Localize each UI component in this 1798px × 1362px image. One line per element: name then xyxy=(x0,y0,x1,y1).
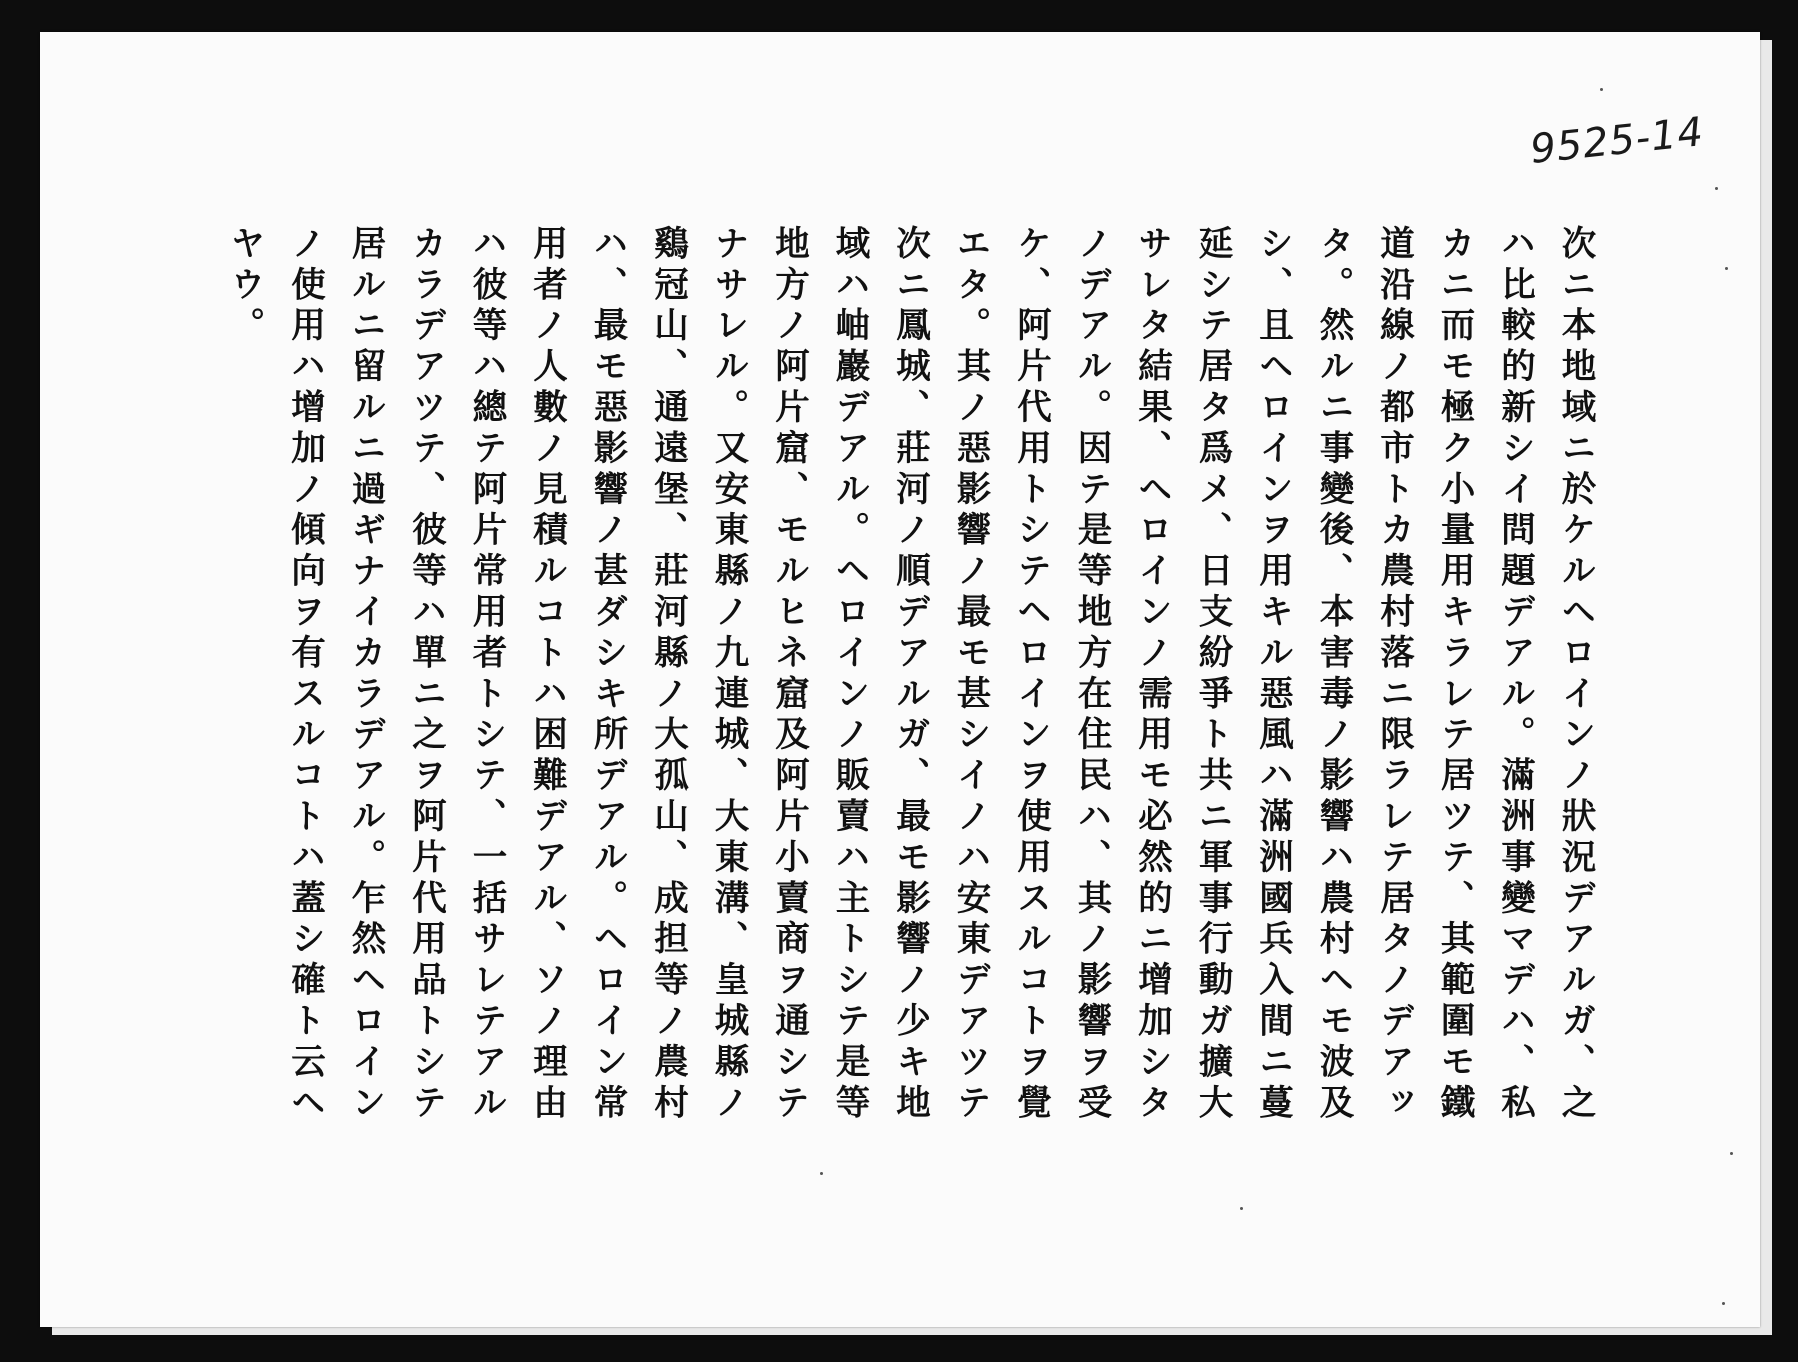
text-line: ノ使用ハ增加ノ傾向ヲ有スルコトハ蓋シ確ト云ヘ xyxy=(284,225,325,1125)
text-line: ハ、最モ惡影響ノ甚ダシキ所デアル。ヘロイン常 xyxy=(587,225,627,1125)
vertical-text-body xyxy=(224,225,1605,1155)
paper-speck xyxy=(1240,1207,1243,1210)
text-line: サレタ結果、ヘロインノ需用モ必然的ニ增加シタ xyxy=(1131,225,1172,1125)
handwritten-ref-number: 9525-14 xyxy=(1528,109,1707,173)
paper-speck xyxy=(1722,1302,1725,1305)
text-line: カニ而モ極ク小量用キラレテ居ツテ、其範圍モ鐵 xyxy=(1434,225,1474,1125)
text-line: ハ比較的新シイ問題デアル。滿洲事變マデハ、私 xyxy=(1494,225,1535,1125)
paper-speck xyxy=(1715,187,1718,190)
text-line: 道沿線ノ都市トカ農村落ニ限ラレテ居タノデアッ xyxy=(1373,225,1414,1125)
text-line: エタ。其ノ惡影響ノ最モ甚シイノハ安東デアツテ xyxy=(950,225,990,1125)
text-line: ケ、阿片代用トシテヘロインヲ使用スルコトヲ覺 xyxy=(1010,225,1051,1125)
text-line: カラデアツテ、彼等ハ單ニ之ヲ阿片代用品トシテ xyxy=(405,225,446,1125)
text-line: シ、且ヘロインヲ用キル惡風ハ滿洲國兵入間ニ蔓 xyxy=(1252,225,1293,1125)
text-line: タ。然ルニ事變後、本害毒ノ影響ハ農村ヘモ波及 xyxy=(1313,225,1353,1125)
text-line: 域ハ岫巖デアル。ヘロインノ販賣ハ主トシテ是等 xyxy=(829,225,869,1125)
text-line: 次ニ本地域ニ於ケルヘロインノ狀況デアルガ、之 xyxy=(1555,225,1595,1125)
text-line: ノデアル。因テ是等地方在住民ハ、其ノ影響ヲ受 xyxy=(1071,225,1111,1125)
paper-speck xyxy=(820,1172,823,1175)
paper-speck xyxy=(1600,88,1603,91)
text-line: ナサレル。又安東縣ノ九連城、大東溝、皇城縣ノ xyxy=(708,225,748,1125)
text-line: 延シテ居タ爲メ、日支紛爭ト共ニ軍事行動ガ擴大 xyxy=(1192,225,1232,1125)
paper-speck xyxy=(1730,1152,1733,1155)
text-line: 次ニ鳳城、莊河ノ順デアルガ、最モ影響ノ少キ地 xyxy=(889,225,930,1125)
text-line: 地方ノ阿片窟、モルヒネ窟及阿片小賣商ヲ通シテ xyxy=(768,225,809,1125)
text-line: ハ彼等ハ總テ阿片常用者トシテ、一括サレテアル xyxy=(466,225,506,1125)
text-line: 居ルニ留ルニ過ギナイカラデアル。乍然ヘロイン xyxy=(345,225,385,1125)
text-line: 用者ノ人數ノ見積ルコトハ困難デアル、ソノ理由 xyxy=(526,225,567,1125)
text-line: 鷄冠山、通遠堡、莊河縣ノ大孤山、成担等ノ農村 xyxy=(647,225,688,1125)
text-line: ヤウ。 xyxy=(224,225,264,348)
paper-speck xyxy=(1725,267,1728,270)
